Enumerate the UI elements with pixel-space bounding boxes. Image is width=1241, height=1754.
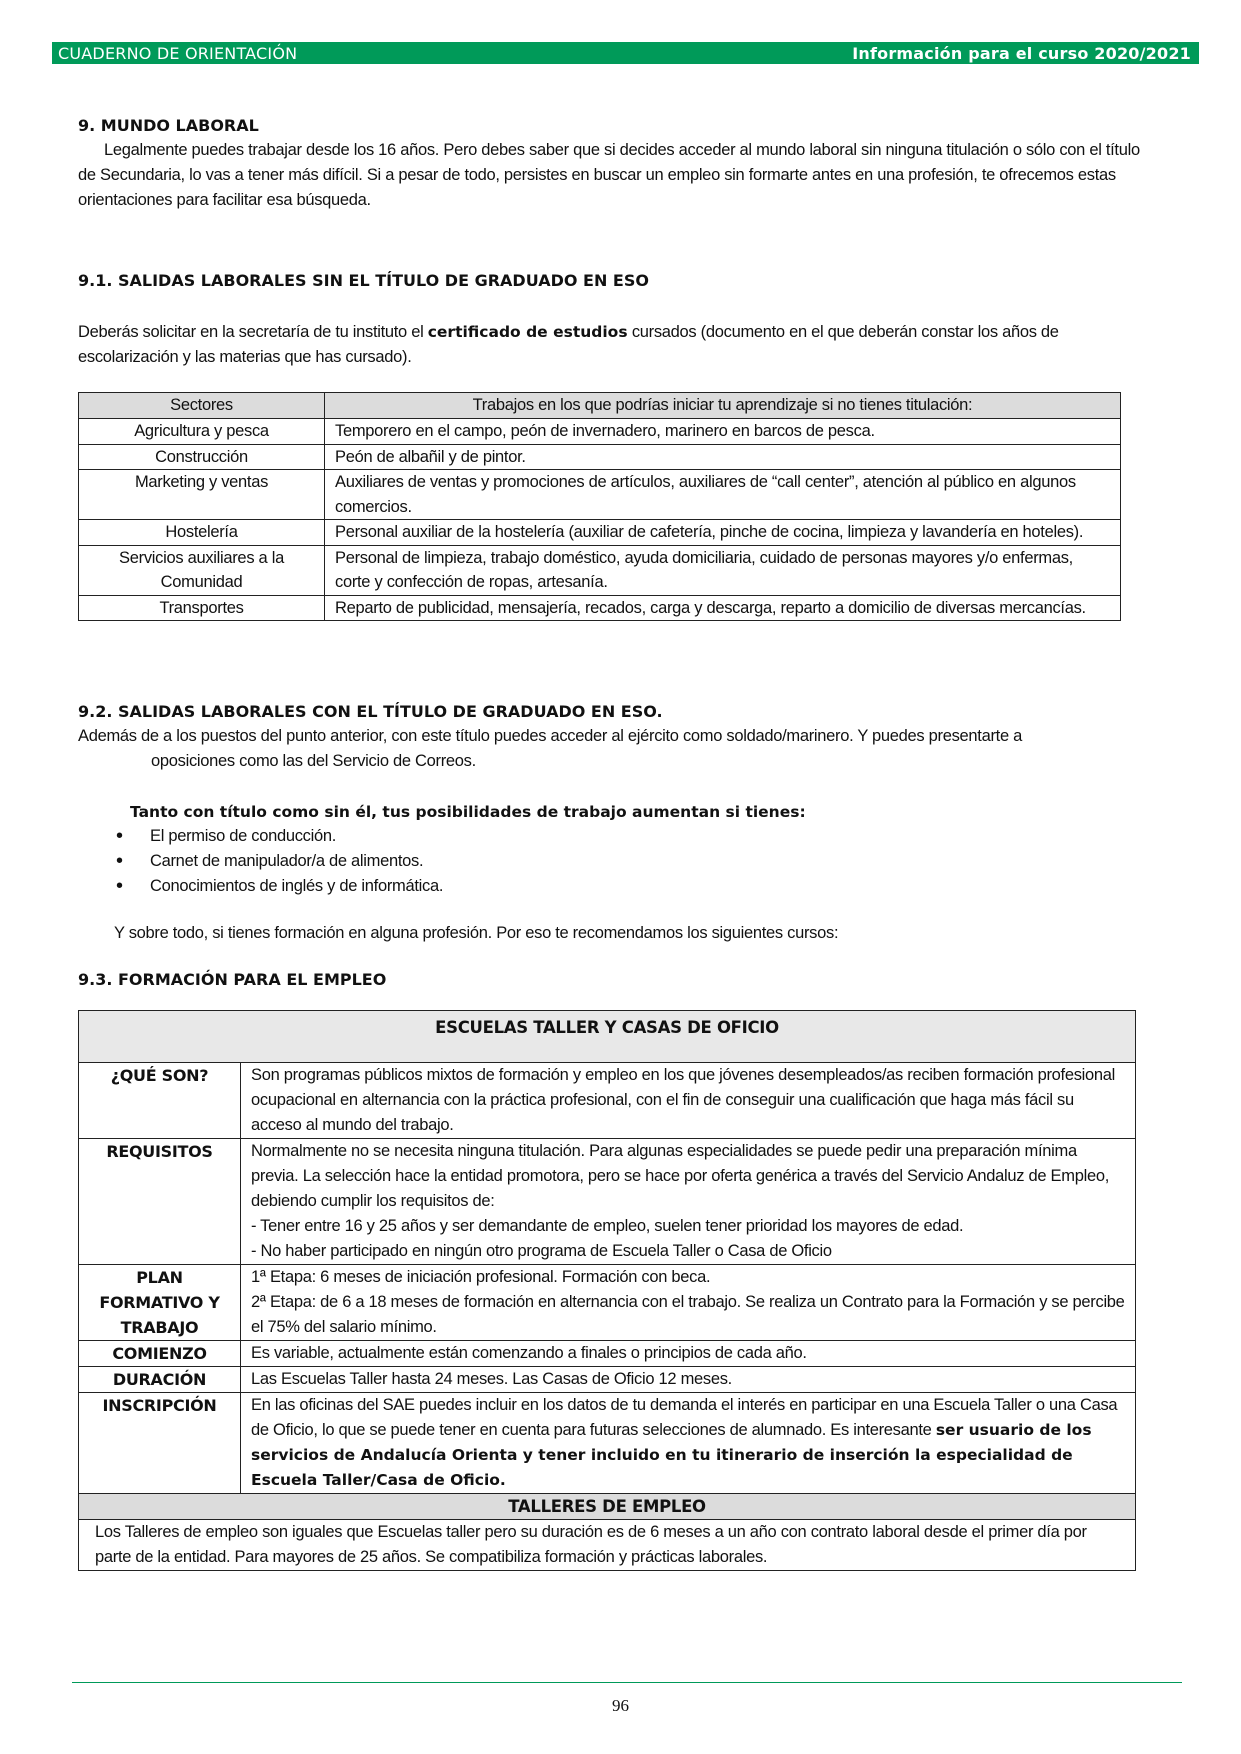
section-9-paragraph: Legalmente puedes trabajar desde los 16 años. Pero debes saber que si decides acceder al mundo laboral sin ninguna titulación o sólo con el título de Secundaria, lo vas a tener más difícil. Si a pesar de todo, persistes en buscar un empleo sin formarte antes en una profesión, te ofrecemos estas orientaciones para facilitar esa búsqueda. [78,141,1140,209]
section-9-2-line1: Además de a los puestos del punto anterior, con este título puedes acceder al ejército como soldado/marinero. Y puedes presentarte a [78,727,1022,745]
section-9-title: 9. MUNDO LABORAL [78,116,259,135]
sector-cell: Agricultura y pesca [79,419,325,445]
plan-stage-1: 1ª Etapa: 6 meses de iniciación profesional. Formación con beca. [251,1268,711,1286]
sector-cell: Servicios auxiliares a la Comunidad [79,545,325,595]
comienzo-label: COMIENZO [79,1341,241,1367]
requisitos-intro: Normalmente no se necesita ninguna titulación. Para algunas especialidades se puede pedir una preparación mínima previa. La selección hace la entidad promotora, pero se hace por oferta genérica a través del Servicio Andaluz de Empleo, debiendo cumplir los requisitos de: [251,1142,1109,1210]
inscripcion-label: INSCRIPCIÓN [79,1393,241,1494]
training-table-wrap [78,1010,1136,1571]
table-row [79,1520,1136,1571]
inscripcion-text: En las oficinas del SAE puedes incluir en los datos de tu demanda el interés en participar en una Escuela Taller o una Casa de Oficio, lo que se puede tener en cuenta para futuras selecciones de alumnado. Es interesante [251,1396,1118,1439]
talleres-title-row [79,1494,1136,1520]
header-bar [52,42,1199,64]
plan-stage-2: 2ª Etapa: de 6 a 18 meses de formación en alternancia con el trabajo. Se realiza un Contrato para la Formación y se percibe el 75% del salario mínimo. [251,1293,1125,1336]
que-son-label: ¿QUÉ SON? [79,1063,241,1139]
jobs-cell: Personal auxiliar de la hostelería (auxiliar de cafetería, pinche de cocina, limpieza y lavandería en hoteles). [325,520,1121,546]
sector-cell: Transportes [79,595,325,621]
header-sectores: Sectores [79,393,325,419]
table-header-row [79,393,1121,419]
table-row [79,545,1121,595]
section-9-1-title: 9.1. SALIDAS LABORALES SIN EL TÍTULO DE GRADUADO EN ESO [78,271,649,290]
requisitos-item-2: - No haber participado en ningún otro programa de Escuela Taller o Casa de Oficio [251,1242,832,1260]
requisitos-label: REQUISITOS [79,1139,241,1265]
possibilities-bold: Tanto con título como sin él, tus posibilidades de trabajo aumentan si tienes: [130,803,806,821]
table-row [79,1393,1136,1494]
plan-label-line: FORMATIVO Y [99,1293,220,1312]
table-row [79,1139,1136,1265]
jobs-cell: Reparto de publicidad, mensajería, recados, carga y descarga, reparto a domicilio de diversas mercancías. [325,595,1121,621]
list-item: • El permiso de conducción. [78,824,1078,849]
header-trabajos: Trabajos en los que podrías iniciar tu aprendizaje si no tienes titulación: [325,393,1121,419]
sector-cell: Construcción [79,444,325,470]
training-table [78,1010,1136,1571]
plan-label-line: PLAN [136,1268,183,1287]
plan-label-line: TRABAJO [120,1318,199,1337]
jobs-cell: Personal de limpieza, trabajo doméstico, ayuda domiciliaria, cuidado de personas mayores y/o enfermas, corte y confección de ropas, artesanía. [325,545,1121,595]
escuelas-taller-title: ESCUELAS TALLER Y CASAS DE OFICIO [79,1011,1136,1063]
duracion-label: DURACIÓN [79,1367,241,1393]
requirements-list [78,824,1078,899]
section-9-3-title: 9.3. FORMACIÓN PARA EL EMPLEO [78,970,387,989]
sectors-table-wrap [78,392,1121,621]
section-9-2-line2: oposiciones como las del Servicio de Correos. [151,752,476,770]
table-row [79,595,1121,621]
table-row [79,444,1121,470]
requisitos-cell [241,1139,1136,1265]
list-item: • Carnet de manipulador/a de alimentos. [78,849,1078,874]
certificado-bold: certificado de estudios [427,323,628,341]
section-9-2-closing: Y sobre todo, si tienes formación en alguna profesión. Por eso te recomendamos los siguientes cursos: [114,924,839,942]
requisitos-item-1: - Tener entre 16 y 25 años y ser demandante de empleo, suelen tener prioridad los mayores de edad. [251,1217,964,1235]
table-row [79,419,1121,445]
table-row [79,520,1121,546]
table-row [79,1341,1136,1367]
talleres-title: TALLERES DE EMPLEO [79,1494,1136,1520]
header-course: Información para el curso 2020/2021 [852,43,1191,63]
plan-cell [241,1265,1136,1341]
comienzo-text: Es variable, actualmente están comenzando a finales o principios de cada año. [241,1341,1136,1367]
inscripcion-cell [241,1393,1136,1494]
table-row [79,1367,1136,1393]
que-son-text: Son programas públicos mixtos de formación y empleo en los que jóvenes desempleados/as reciben formación profesional ocupacional en alternancia con la práctica profesional, con el fin de conseguir una cualificación que haga más fácil su acceso al mundo del trabajo. [241,1063,1136,1139]
sector-cell: Hostelería [79,520,325,546]
plan-label [79,1265,241,1341]
talleres-text: Los Talleres de empleo son iguales que Escuelas taller pero su duración es de 6 meses a un año con contrato laboral desde el primer día por parte de la entidad. Para mayores de 25 años. Se compatibiliza formación y prácticas laborales. [79,1520,1136,1571]
sectors-table [78,392,1121,621]
page-number: 96 [612,1696,629,1715]
duracion-text: Las Escuelas Taller hasta 24 meses. Las Casas de Oficio 12 meses. [241,1367,1136,1393]
table-row [79,1063,1136,1139]
table-row [79,1265,1136,1341]
jobs-cell: Temporero en el campo, peón de invernadero, marinero en barcos de pesca. [325,419,1121,445]
inscripcion-bold: ser usuario de los servicios de Andalucía Orienta y tener incluido en tu itinerario de inserción la especialidad de Escuela Taller/Casa de Oficio. [251,1421,1092,1489]
header-title: CUADERNO DE ORIENTACIÓN [58,43,298,63]
possibilities-bold-line [130,800,1130,825]
section-9-2-title: 9.2. SALIDAS LABORALES CON EL TÍTULO DE GRADUADO EN ESO. [78,702,663,721]
jobs-cell: Peón de albañil y de pintor. [325,444,1121,470]
sector-cell: Marketing y ventas [79,470,325,520]
jobs-cell: Auxiliares de ventas y promociones de artículos, auxiliares de “call center”, atención al público en algunos comercios. [325,470,1121,520]
footer-divider [72,1682,1182,1683]
list-item: • Conocimientos de inglés y de informática. [78,874,1078,899]
table-row [79,470,1121,520]
table-title-row [79,1011,1136,1063]
section-9-1-paragraph: Deberás solicitar en la secretaría de tu instituto el certificado de estudios cursados (documento en el que deberán constar los años de escolarización y las materias que has cursado). [78,323,1059,366]
